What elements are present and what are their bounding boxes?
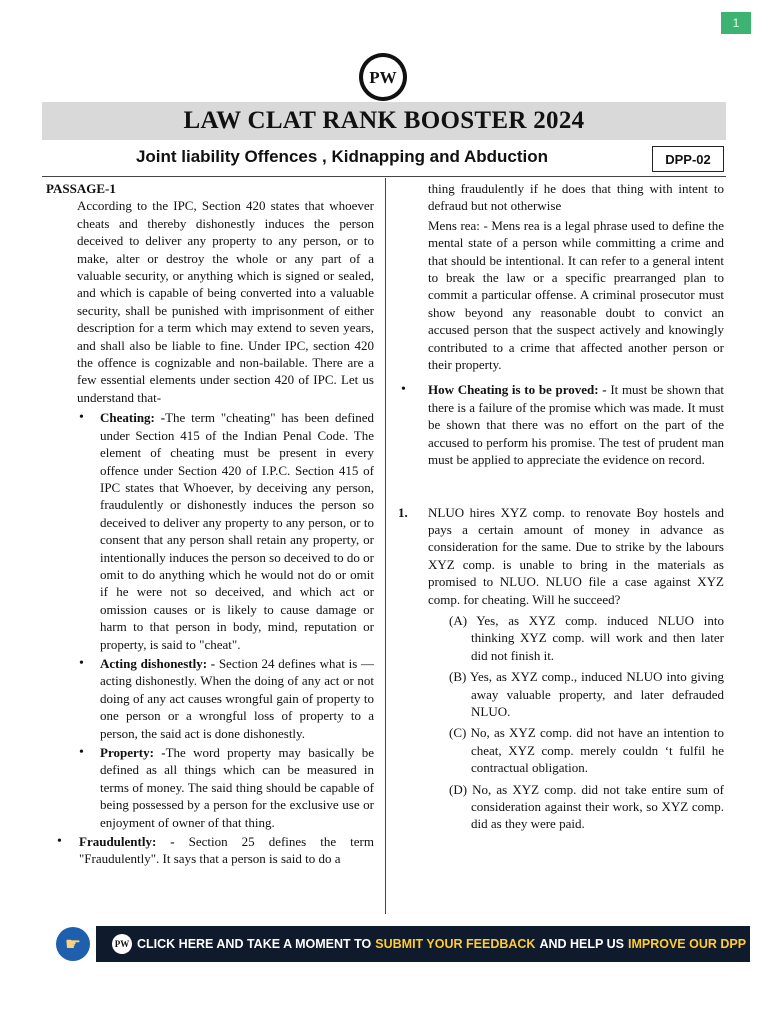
title-band (42, 102, 726, 140)
passage-intro: According to the IPC, Section 420 states that whoever cheats and thereby dishonestly induces the person deceived to deliver any property to any person, or to make, alter or destroy the whole or any part of a valuable security, or anything which is signed or sealed, and which is capable of being converted into a valuable security, shall be punished with imprisonment of either description for a term which may extend to seven years, and shall also be liable to fine. Under IPC, section 420 the offence is cognizable and non-bailable. There are a few essential elements under section 420 of IPC. Let us understand that- (77, 198, 374, 405)
bullet-icon: • (401, 382, 406, 398)
list-item (79, 655, 374, 742)
right-column (398, 180, 724, 833)
header-divider (42, 176, 726, 177)
mens-rea-text: Mens rea: - Mens rea is a legal phrase used to define the mental state of a person while committing a crime and that should be intentional. It can refer to a general intent to break the law or a specific prearranged plan to commit a particular offense. A criminal prosecutor must show beyond any reasonable doubt to convict an accused person that the suspect actively and knowingly contributed to a crime that affected another person or their property. (428, 217, 724, 373)
banner-text-4: IMPROVE OUR DPP (627, 937, 747, 951)
passage-heading: PASSAGE-1 (46, 181, 116, 196)
question-1 (398, 504, 724, 833)
pw-logo-text: PW (369, 68, 397, 87)
page-title: LAW CLAT RANK BOOSTER 2024 (183, 107, 585, 134)
page-subtitle: Joint liability Offences , Kidnapping and Abduction (135, 147, 549, 166)
column-divider (385, 178, 386, 914)
list-item (79, 744, 375, 831)
list-item (398, 381, 724, 468)
question-text: NLUO hires XYZ comp. to renovate Boy hostels and pays a certain amount of money in advance as consideration for the same. Due to strike by the labours XYZ comp. is unable to bring in the materials as promised to NLUO. NLUO file a case against XYZ comp. for cheating. Will he succeed? (428, 504, 724, 607)
bullet-text: It must be shown that there is a failure of the promise which was made. It must be shown that there was no effort on the part of the accused to perform his promise. The test of prudent man must be applied to appreciate the evidence on record. (428, 382, 725, 468)
bullet-term: Property: - (100, 745, 166, 760)
bullet-icon: • (79, 745, 84, 760)
page-number-badge: 1 (721, 12, 751, 34)
continuation-text: thing fraudulently if he does that thing with intent to defraud but not otherwise (428, 181, 724, 214)
list-item (79, 409, 374, 653)
bullet-text: Section 25 defines the term "Fraudulently". It says that a person is said to do a (79, 834, 374, 867)
bullet-term: Fraudulently: - (79, 834, 175, 850)
question-number: 1. (398, 504, 408, 520)
bullet-term: How Cheating is to be proved: - (428, 382, 607, 398)
option-a[interactable]: (A) Yes, as XYZ comp. induced NLUO into thinking XYZ comp. will work and then later did not finish it. (449, 612, 724, 663)
feedback-banner[interactable] (56, 926, 747, 962)
bullet-icon: • (79, 410, 84, 426)
pw-logo (358, 52, 408, 102)
option-d[interactable]: (D) No, as XYZ comp. did not take entire sum of consideration against their work, so XYZ comp. did as they were paid. (449, 781, 724, 832)
banner-text-2: SUBMIT YOUR FEEDBACK (375, 937, 536, 951)
left-column (44, 180, 374, 868)
banner-text-1: CLICK HERE AND TAKE A MOMENT TO (137, 937, 372, 951)
option-c[interactable]: (C) No, as XYZ comp. did not have an intention to cheat, XYZ comp. merely couldn ‘t fulfil he contractual obligation. (449, 725, 724, 776)
bullet-text: Section 24 defines what is —acting dishonestly. When the doing of any act or not doing of any act causes wrongful gain of property to one person or a wrongful loss of property to a person, the said act is done dishonestly. (100, 655, 374, 741)
bullet-icon: • (57, 834, 62, 850)
bullet-term: Acting dishonestly: - (100, 655, 216, 671)
feedback-link[interactable] (96, 926, 750, 962)
banner-text-3: AND HELP US (539, 937, 624, 951)
dpp-label: DPP-02 (652, 146, 724, 172)
sub-bullet-list (44, 409, 374, 831)
bullet-text: The term "cheating" has been defined under Section 415 of the Indian Penal Code. The element of cheating must be present in every offence under Section 420 of I.P.C. Section 415 of IPC states that Whoever, by deceiving any person, fraudulently or dishonestly induces the person so deceived to deliver any property to any person, or to consent that any person shall retain any property, or intentionally induces the person so deceived to do or omit to do anything which he would not do or omit if he were not so deceived, and which act or omission causes or is likely to cause damage or harm to that person in body, mind, reputation or property, is said to "cheat". (100, 410, 374, 652)
pw-small-logo: PW (112, 934, 132, 954)
list-item (44, 833, 374, 868)
bullet-text: The word property may basically be defined as all things which can be measured in terms of money. The said thing should be capable of being possessed by a person for the exclusive use or enjoyment of owner of that thing. (100, 745, 375, 830)
pointing-hand-icon: ☛ (56, 927, 90, 961)
bullet-term: Cheating: - (100, 410, 166, 426)
bullet-icon: • (79, 655, 84, 671)
option-b[interactable]: (B) Yes, as XYZ comp., induced NLUO into giving away valuable property, and later defrauded NLUO. (449, 669, 724, 719)
